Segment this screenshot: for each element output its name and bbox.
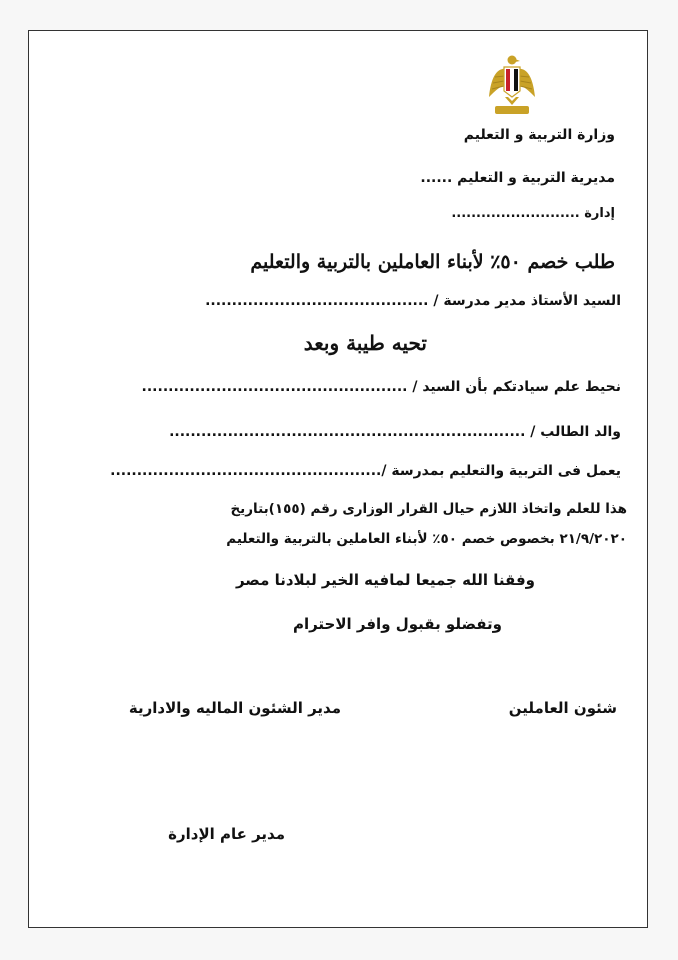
body-line-5: ٢١/٩/٢٠٢٠ بخصوص خصم ٥٠٪ لأبناء العاملين بالتربية والتعليم [226,531,627,547]
body-line-2: والد الطالب / ................................................................... [169,424,621,440]
ministry-name: وزارة التربية و التعليم [463,127,615,143]
signature-general-manager: مدير عام الإدارة [168,825,285,843]
document-sheet [28,30,648,928]
signature-finance-manager: مدير الشئون الماليه والادارية [128,699,341,717]
signature-staff-affairs: شئون العاملين [508,699,617,717]
document-title: طلب خصم ٥٠٪ لأبناء العاملين بالتربية والتعليم [250,251,615,273]
administration-name: إدارة .......................... [451,206,615,221]
addressee-line: السيد الأستاذ مدير مدرسة / .......................................... [205,293,621,309]
body-line-3: يعمل فى التربية والتعليم بمدرسة /................................................... [110,463,621,479]
body-line-4: هذا للعلم واتخاذ اللازم حيال القرار الوزارى رقم (١٥٥)بتاريخ [230,501,627,517]
greeting: تحيه طيبة وبعد [303,331,427,355]
body-line-1: نحيط علم سيادتكم بأن السيد / .................................................. [141,379,621,395]
directorate-name: مديرية التربية و التعليم ...... [420,170,615,186]
egypt-eagle-emblem-icon [487,53,537,117]
closing-line-2: وتفضلو بقبول وافر الاحترام [292,615,502,633]
closing-line-1: وفقنا الله جميعا لمافيه الخير لبلادنا مصر [235,571,535,589]
